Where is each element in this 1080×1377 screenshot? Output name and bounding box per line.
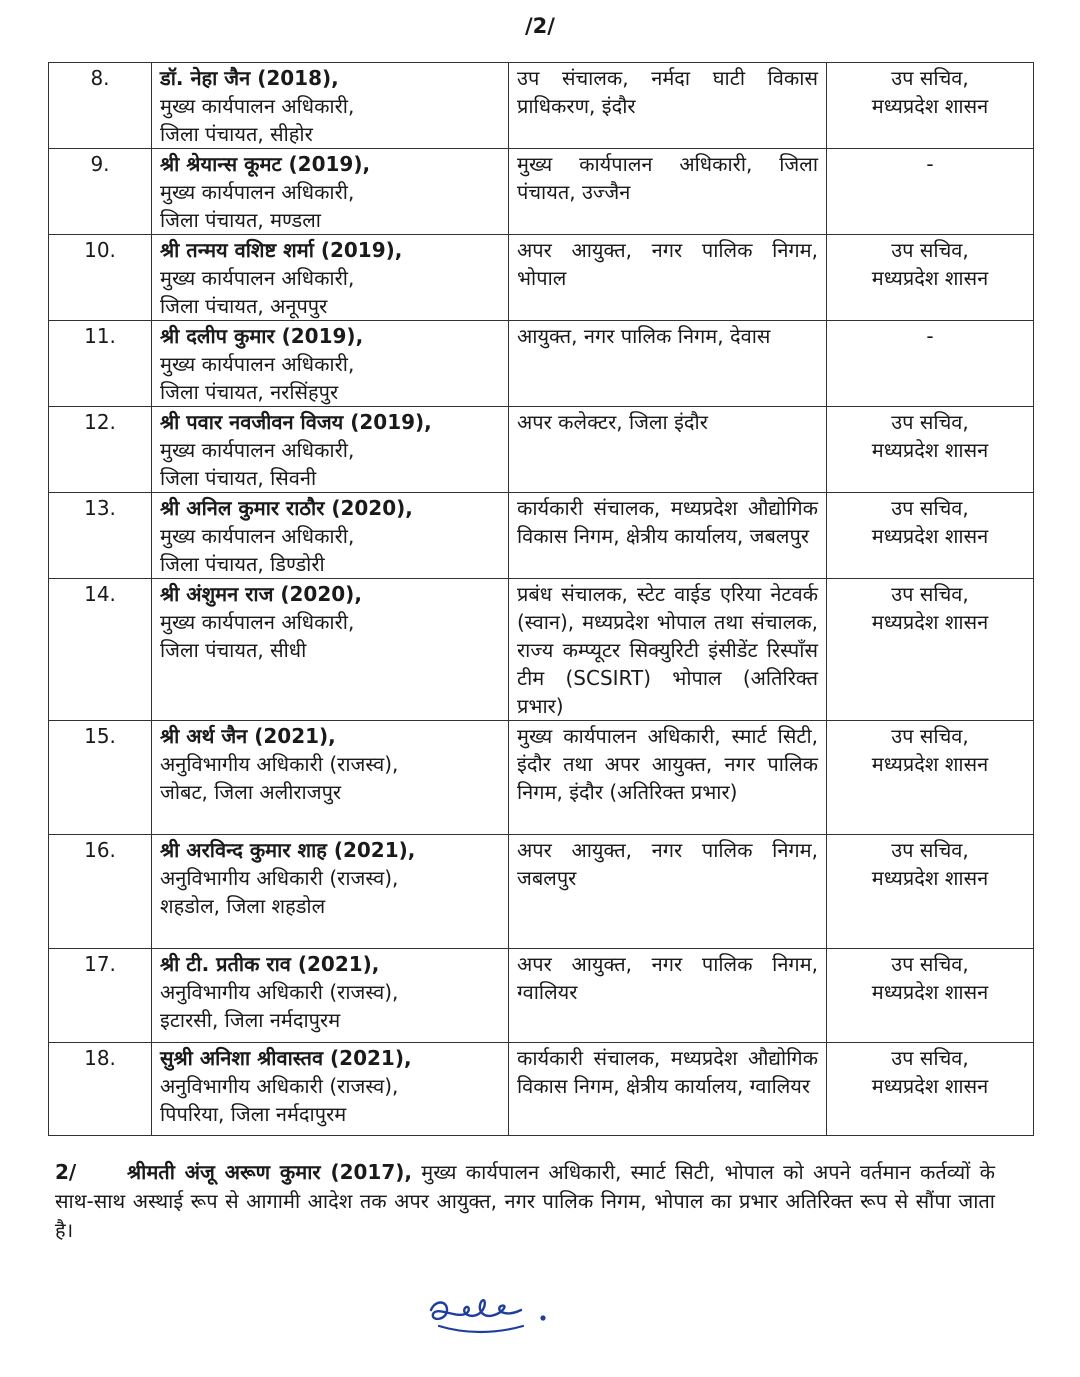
page-number: /2/ (525, 14, 555, 38)
officer-name: श्री श्रेयान्स कूमट (2019), (160, 152, 371, 176)
new-posting: अपर आयुक्त, नगर पालिक निगम, भोपाल (509, 235, 827, 321)
table-row (49, 721, 1034, 835)
rank-cell (827, 835, 1034, 949)
officer-cell (152, 407, 509, 493)
current-post: अनुविभागीय अधिकारी (राजस्व), (160, 980, 399, 1004)
serial-number: 8. (49, 63, 152, 149)
table-row (49, 579, 1034, 721)
current-post: अनुविभागीय अधिकारी (राजस्व), (160, 1074, 399, 1098)
rank-government: मध्यप्रदेश शासन (871, 438, 989, 462)
rank-government: मध्यप्रदेश शासन (871, 94, 989, 118)
new-posting: उप संचालक, नर्मदा घाटी विकास प्राधिकरण, इंदौर (509, 63, 827, 149)
new-posting: मुख्य कार्यपालन अधिकारी, स्मार्ट सिटी, इंदौर तथा अपर आयुक्त, नगर पालिक निगम, इंदौर (अतिरिक्त प्रभार) (509, 721, 827, 835)
new-posting: प्रबंध संचालक, स्टेट वाईड एरिया नेटवर्क (स्वान), मध्यप्रदेश भोपाल तथा संचालक, राज्य कम्प्यूटर सिक्युरिटी इंसीडेंट रिस्पॉंस टीम (SCSIRT) भोपाल (अतिरिक्त प्रभार) (509, 579, 827, 721)
new-posting: मुख्य कार्यपालन अधिकारी, जिला पंचायत, उज्जैन (509, 149, 827, 235)
current-post: अनुविभागीय अधिकारी (राजस्व), (160, 866, 399, 890)
current-post: मुख्य कार्यपालन अधिकारी, (160, 352, 355, 376)
signature (425, 1290, 560, 1350)
serial-number: 14. (49, 579, 152, 721)
current-place: जिला पंचायत, मण्डला (160, 208, 321, 232)
officer-name: श्री दलीप कुमार (2019), (160, 324, 364, 348)
table-row (49, 149, 1034, 235)
rank-title: उप सचिव, (891, 724, 969, 748)
officer-cell (152, 149, 509, 235)
rank-government: मध्यप्रदेश शासन (871, 1074, 989, 1098)
rank-title: उप सचिव, (891, 238, 969, 262)
officer-cell (152, 1043, 509, 1136)
current-post: मुख्य कार्यपालन अधिकारी, (160, 266, 355, 290)
serial-number: 13. (49, 493, 152, 579)
rank-cell (827, 321, 1034, 407)
new-posting: अपर आयुक्त, नगर पालिक निगम, ग्वालियर (509, 949, 827, 1043)
current-post: मुख्य कार्यपालन अधिकारी, (160, 180, 355, 204)
serial-number: 17. (49, 949, 152, 1043)
current-post: मुख्य कार्यपालन अधिकारी, (160, 524, 355, 548)
current-place: जिला पंचायत, नरसिंहपुर (160, 380, 339, 404)
current-place: जिला पंचायत, डिण्डोरी (160, 552, 325, 576)
rank-title: उप सचिव, (891, 410, 969, 434)
officer-cell (152, 493, 509, 579)
serial-number: 10. (49, 235, 152, 321)
new-posting: कार्यकारी संचालक, मध्यप्रदेश औद्योगिक विकास निगम, क्षेत्रीय कार्यालय, जबलपुर (509, 493, 827, 579)
current-place: जोबट, जिला अलीराजपुर (160, 780, 342, 804)
new-posting: कार्यकारी संचालक, मध्यप्रदेश औद्योगिक विकास निगम, क्षेत्रीय कार्यालय, ग्वालियर (509, 1043, 827, 1136)
rank-title: - (926, 324, 934, 348)
rank-government: मध्यप्रदेश शासन (871, 610, 989, 634)
table-row (49, 1043, 1034, 1136)
officer-cell (152, 835, 509, 949)
new-posting: आयुक्त, नगर पालिक निगम, देवास (509, 321, 827, 407)
officer-cell (152, 579, 509, 721)
current-place: इटारसी, जिला नर्मदापुरम (160, 1008, 341, 1032)
rank-cell (827, 63, 1034, 149)
table-row (49, 835, 1034, 949)
order-paragraph-2 (55, 1158, 995, 1245)
table-row (49, 949, 1034, 1043)
current-place: शहडोल, जिला शहडोल (160, 894, 326, 918)
rank-government: मध्यप्रदेश शासन (871, 524, 989, 548)
officer-cell (152, 63, 509, 149)
table-row (49, 235, 1034, 321)
rank-cell (827, 721, 1034, 835)
rank-cell (827, 149, 1034, 235)
serial-number: 18. (49, 1043, 152, 1136)
current-place: पिपरिया, जिला नर्मदापुरम (160, 1102, 347, 1126)
current-post: अनुविभागीय अधिकारी (राजस्व), (160, 752, 399, 776)
rank-cell (827, 407, 1034, 493)
rank-government: मध्यप्रदेश शासन (871, 752, 989, 776)
paragraph-text: मुख्य कार्यपालन अधिकारी, स्मार्ट सिटी, भोपाल को अपने वर्तमान कर्तव्यों के साथ-साथ अस्थाई रूप से आगामी आदेश तक अपर आयुक्त, नगर पालिक निगम, भोपाल का प्रभार अतिरिक्त रूप से सौंपा जाता है। (55, 1160, 995, 1242)
current-place: जिला पंचायत, सीधी (160, 638, 307, 662)
table-row (49, 407, 1034, 493)
rank-title: उप सचिव, (891, 496, 969, 520)
current-post: मुख्य कार्यपालन अधिकारी, (160, 438, 355, 462)
rank-title: उप सचिव, (891, 1046, 969, 1070)
rank-cell (827, 493, 1034, 579)
transfer-table (48, 62, 1034, 1136)
new-posting: अपर आयुक्त, नगर पालिक निगम, जबलपुर (509, 835, 827, 949)
rank-government: मध्यप्रदेश शासन (871, 866, 989, 890)
current-place: जिला पंचायत, सिवनी (160, 466, 317, 490)
paragraph-number: 2/ (55, 1160, 77, 1184)
rank-cell (827, 235, 1034, 321)
officer-cell (152, 721, 509, 835)
officer-name: श्री अर्थ जैन (2021), (160, 724, 336, 748)
serial-number: 15. (49, 721, 152, 835)
current-place: जिला पंचायत, अनूपपुर (160, 294, 328, 318)
serial-number: 12. (49, 407, 152, 493)
current-post: मुख्य कार्यपालन अधिकारी, (160, 94, 355, 118)
officer-name: श्री तन्मय वशिष्ट शर्मा (2019), (160, 238, 403, 262)
rank-title: उप सचिव, (891, 952, 969, 976)
officer-name: डॉ. नेहा जैन (2018), (160, 66, 339, 90)
rank-title: उप सचिव, (891, 838, 969, 862)
officer-cell (152, 235, 509, 321)
table-row (49, 321, 1034, 407)
officer-name: श्री अनिल कुमार राठौर (2020), (160, 496, 413, 520)
current-post: मुख्य कार्यपालन अधिकारी, (160, 610, 355, 634)
officer-name: श्री पवार नवजीवन विजय (2019), (160, 410, 432, 434)
current-place: जिला पंचायत, सीहोर (160, 122, 313, 146)
rank-cell (827, 1043, 1034, 1136)
serial-number: 16. (49, 835, 152, 949)
officer-cell (152, 949, 509, 1043)
rank-government: मध्यप्रदेश शासन (871, 980, 989, 1004)
serial-number: 9. (49, 149, 152, 235)
rank-government: मध्यप्रदेश शासन (871, 266, 989, 290)
table-row (49, 63, 1034, 149)
officer-name: श्री टी. प्रतीक राव (2021), (160, 952, 380, 976)
paragraph-officer-name: श्रीमती अंजू अरूण कुमार (2017), (127, 1160, 412, 1184)
rank-title: - (926, 152, 934, 176)
officer-name: श्री अंशुमन राज (2020), (160, 582, 362, 606)
rank-title: उप सचिव, (891, 66, 969, 90)
rank-title: उप सचिव, (891, 582, 969, 606)
rank-cell (827, 579, 1034, 721)
officer-name: सुश्री अनिशा श्रीवास्तव (2021), (160, 1046, 412, 1070)
table-row (49, 493, 1034, 579)
serial-number: 11. (49, 321, 152, 407)
new-posting: अपर कलेक्टर, जिला इंदौर (509, 407, 827, 493)
rank-cell (827, 949, 1034, 1043)
officer-cell (152, 321, 509, 407)
officer-name: श्री अरविन्द कुमार शाह (2021), (160, 838, 416, 862)
